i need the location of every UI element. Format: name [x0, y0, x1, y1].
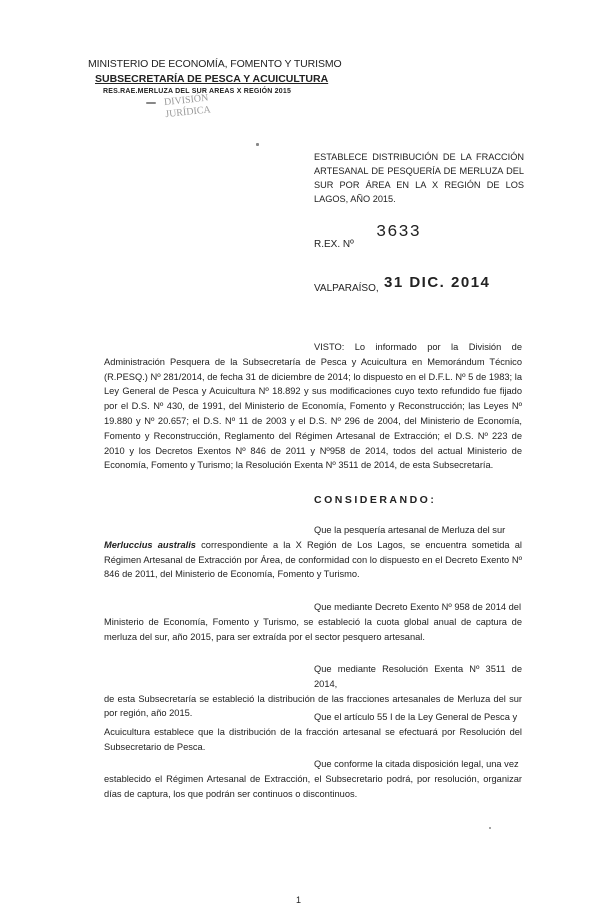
division-juridica-stamp: DIVISIÓN JURÍDICA: [163, 92, 212, 121]
species-name: Merluccius australis: [104, 539, 196, 550]
considerando-4: Que el artículo 55 I de la Ley General de Pesca y Acuicultura establece que la distribución de la fracción artesanal se efectuará por Resolución del Subsecretario de Pesca.: [104, 712, 522, 752]
document-title: ESTABLECE DISTRIBUCIÓN DE LA FRACCIÓN ARTESANAL DE PESQUERÍA DE MERLUZA DEL SUR POR ÁREA EN LA X REGIÓN DE LOS LAGOS, AÑO 2015.: [314, 152, 524, 204]
city-label: VALPARAÍSO,: [314, 283, 379, 294]
considerando-5: Que conforme la citada disposición legal, una vez establecido el Régimen Artesanal de Extracción, el Subsecretario podrá, por resolución, organizar días de captura, los que podrán ser continuos o discontinuos.: [104, 759, 522, 799]
subsecretaria-header: SUBSECRETARÍA DE PESCA Y ACUICULTURA: [95, 73, 329, 85]
visto-paragraph: VISTO: Lo informado por la División de Administración Pesquera de la Subsecretaría de Pesca y Acuicultura en Memorándum Técnico (R.PESQ.) Nº 281/2014, de fecha 31 de diciembre de 2014; lo dispuesto en el D.F.L. Nº 5 de 1983; la Ley General de Pesca y Acuicultura Nº 18.892 y sus modificaciones cuyo texto refundido fue fijado por el D.S. Nº 430, de 1991, del Ministerio de Economía, Fomento y Reconstrucción; las Leyes Nº 19.880 y Nº 20.657; el D.S. Nº 11 de 2003 y el D.S. Nº 296 de 2004, del Ministerio de Economía, Fomento y Reconstrucción, Reglamento del Régimen Artesanal de Extracción; el D.S. Nº 223 de 2010 y los Decretos Exentos Nº 846 de 2011 y Nº958 de 2014, todos del actual Ministerio de Economía, Fomento y Turismo; la Resolución Exenta Nº 3511 de 2014, de esta Subsecretaría.: [104, 342, 522, 471]
initial-mark: [256, 143, 259, 146]
ministry-header: MINISTERIO DE ECONOMÍA, FOMENTO Y TURISMO: [88, 58, 342, 70]
reference-code: RES.RAE.MERLUZA DEL SUR AREAS X REGIÓN 2015: [103, 88, 292, 95]
considerando-heading: CONSIDERANDO:: [314, 494, 437, 506]
resolution-date: 31 DIC. 2014: [384, 274, 491, 291]
considerando-1: Que la pesquería artesanal de Merluza del sur Merluccius australis correspondiente a la X Región de Los Lagos, se encuentra sometida al Régimen Artesanal de Extracción por Área, de conformidad con lo dispuesto en el Decreto Exento Nº 846 de 2011, del Ministerio de Economía, Fomento y Turismo.: [104, 525, 522, 580]
resolution-label: R.EX. Nº: [314, 239, 354, 250]
considerando-2: Que mediante Decreto Exento Nº 958 de 2014 del Ministerio de Economía, Fomento y Turismo, se estableció la cuota global anual de captura de merluza del sur, año 2015, para ser extraída por el sector pesquero artesanal.: [104, 602, 522, 642]
page-number: 1: [296, 895, 302, 905]
initial-mark: [146, 102, 156, 104]
scan-speck: [489, 827, 491, 829]
considerando-3: Que mediante Resolución Exenta Nº 3511 de 2014, de esta Subsecretaría se estableció la distribución de las fracciones artesanales de Merluza del sur por región, año 2015.: [104, 664, 522, 719]
resolution-number: 3633: [376, 223, 421, 242]
